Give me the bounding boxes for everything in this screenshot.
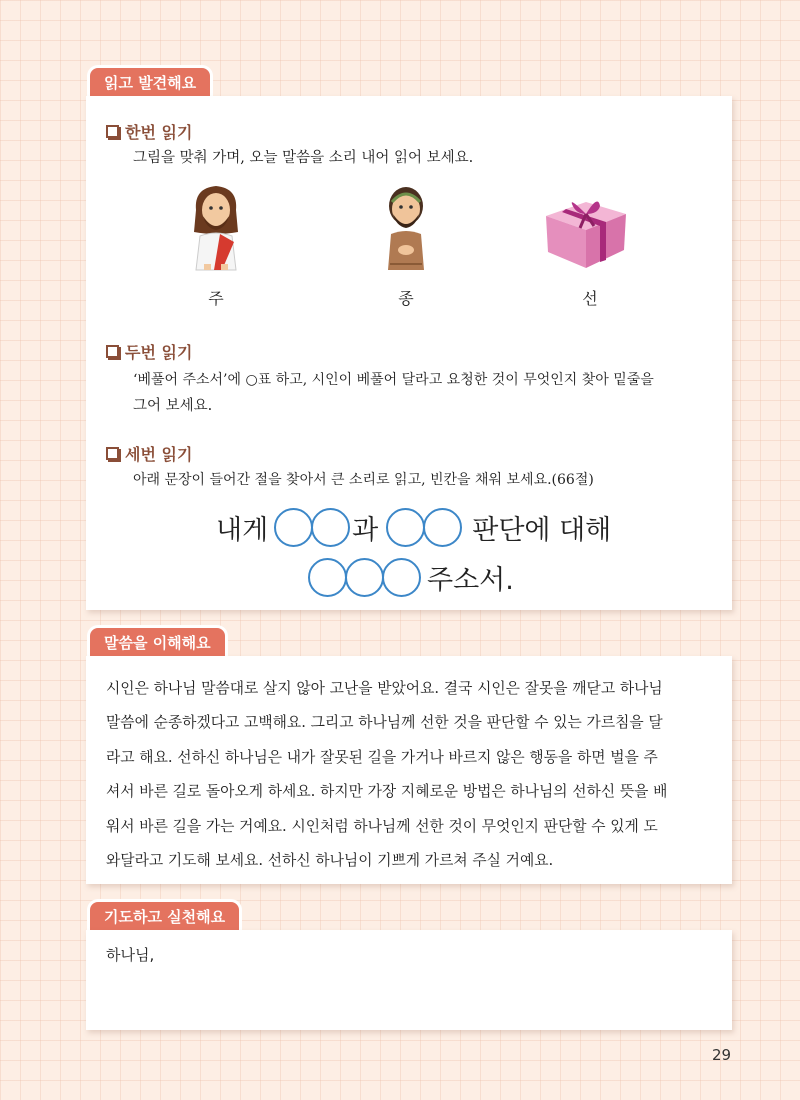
fill-blank-line2 bbox=[308, 558, 514, 597]
fill-line2-end: 주소서. bbox=[427, 565, 514, 596]
paragraph-line: 시인은 하나님 말씀대로 살지 않아 고난을 받았어요. 결국 시인은 잘못을 깨닫고 하나님 bbox=[106, 680, 663, 697]
fill-line1-end: 판단에 대해 bbox=[472, 515, 612, 546]
blank-circle[interactable] bbox=[386, 508, 425, 547]
reading2-instruction-line1: ‘베풀어 주소서’에 ○표 하고, 시인이 베풀어 달라고 요청한 것이 무엇인지 찾아 밑줄을 bbox=[133, 372, 654, 388]
understand-paragraph bbox=[106, 672, 716, 878]
section-tab-understand: 말씀을 이해해요 bbox=[90, 628, 225, 658]
servant-figure-icon bbox=[376, 180, 436, 276]
blank-circle[interactable] bbox=[311, 508, 350, 547]
fill-blank-line1 bbox=[216, 508, 611, 547]
blank-circle[interactable] bbox=[274, 508, 313, 547]
figure-label-ju: 주 bbox=[208, 289, 224, 308]
reading1-title: 한번 읽기 bbox=[125, 123, 193, 142]
checkbox-icon bbox=[106, 345, 119, 358]
reading3-title: 세번 읽기 bbox=[125, 445, 193, 464]
blank-circle[interactable] bbox=[345, 558, 384, 597]
blank-circle[interactable] bbox=[423, 508, 462, 547]
reading2-instruction-line2: 그어 보세요. bbox=[133, 398, 213, 414]
blank-circle[interactable] bbox=[308, 558, 347, 597]
fill-line1-middle: 과 bbox=[352, 515, 379, 546]
section-tab-read-discover: 읽고 발견해요 bbox=[90, 68, 210, 98]
understand-card bbox=[86, 656, 732, 884]
checkbox-icon bbox=[106, 125, 119, 138]
figure-label-seon: 선 bbox=[582, 289, 598, 308]
gift-box-icon bbox=[540, 192, 630, 274]
paragraph-line: 워서 바른 길을 가는 거예요. 시인처럼 하나님께 선한 것이 무엇인지 판단할 수 있게 도 bbox=[106, 817, 658, 835]
paragraph-line: 와달라고 기도해 보세요. 선하신 하나님이 기쁘게 가르쳐 주실 거예요. bbox=[106, 852, 554, 870]
reading1-instruction: 그림을 맞춰 가며, 오늘 말씀을 소리 내어 읽어 보세요. bbox=[133, 150, 474, 166]
reading3-instruction: 아래 문장이 들어간 절을 찾아서 큰 소리로 읽고, 빈칸을 채워 보세요.(66절) bbox=[133, 472, 594, 488]
jesus-figure-icon bbox=[186, 180, 246, 276]
section-tab-pray-practice: 기도하고 실천해요 bbox=[90, 902, 239, 932]
reading3-heading bbox=[106, 442, 192, 465]
checkbox-icon bbox=[106, 447, 119, 460]
reading1-heading bbox=[106, 120, 192, 143]
paragraph-line: 셔서 바른 길로 돌아오게 하세요. 하지만 가장 지혜로운 방법은 하나님의 선하신 뜻을 배 bbox=[106, 783, 668, 801]
pray-practice-card bbox=[86, 930, 732, 1030]
paragraph-line: 라고 해요. 선하신 하나님은 내가 잘못된 길을 가거나 바르지 않은 행동을 하면 벌을 주 bbox=[106, 748, 658, 766]
reading2-title: 두번 읽기 bbox=[125, 343, 193, 362]
prayer-text[interactable]: 하나님, bbox=[106, 946, 155, 964]
read-discover-card bbox=[86, 96, 732, 610]
fill-line1-start: 내게 bbox=[216, 515, 269, 546]
reading2-heading bbox=[106, 340, 192, 363]
paragraph-line: 말씀에 순종하겠다고 고백해요. 그리고 하나님께 선한 것을 판단할 수 있는 가르침을 달 bbox=[106, 714, 663, 732]
blank-circle[interactable] bbox=[382, 558, 421, 597]
page-number: 29 bbox=[712, 1046, 732, 1064]
figure-label-jong: 종 bbox=[398, 289, 414, 308]
